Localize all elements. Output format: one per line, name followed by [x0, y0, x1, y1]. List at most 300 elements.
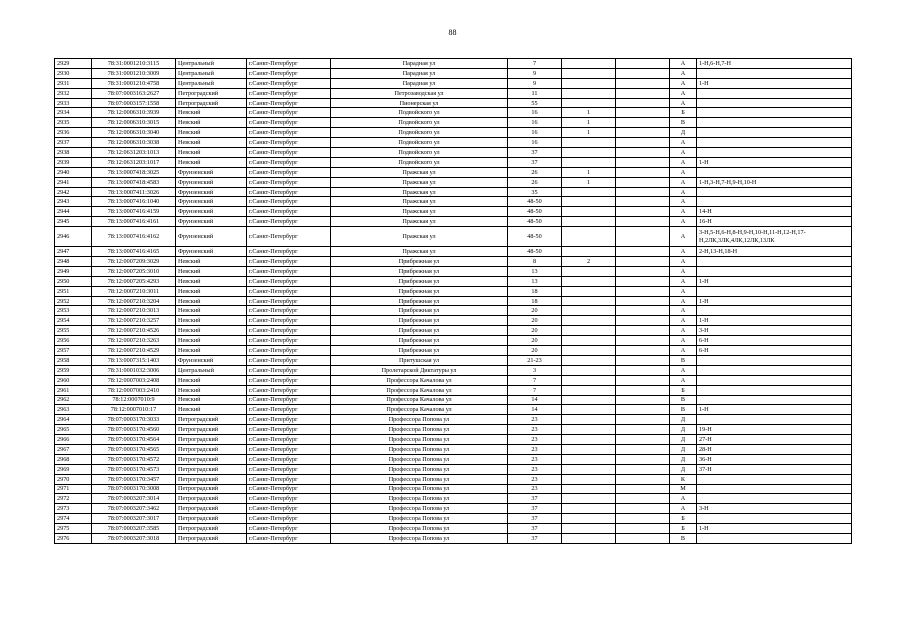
city-cell: г.Санкт-Петербург: [247, 148, 331, 158]
letter-cell: Д: [670, 435, 697, 445]
cadastral-number-cell: 78:07:0003163:2627: [92, 88, 176, 98]
row-number-cell: 2969: [55, 464, 92, 474]
table-row: [55, 157, 852, 167]
street-cell: Прибрежная ул: [331, 306, 508, 316]
premises-cell: 36-Н: [697, 454, 852, 464]
street-cell: Прибрежная ул: [331, 346, 508, 356]
city-cell: г.Санкт-Петербург: [247, 395, 331, 405]
premises-cell: 27-Н: [697, 435, 852, 445]
street-cell: Прибрежная ул: [331, 257, 508, 267]
letter-cell: А: [670, 187, 697, 197]
letter-cell: А: [670, 227, 697, 247]
table-row: [55, 286, 852, 296]
city-cell: г.Санкт-Петербург: [247, 266, 331, 276]
city-cell: г.Санкт-Петербург: [247, 425, 331, 435]
cadastral-number-cell: 78:13:0007416:1040: [92, 197, 176, 207]
table-row: [55, 316, 852, 326]
row-number-cell: 2961: [55, 385, 92, 395]
street-cell: Профессора Качалова ул: [331, 405, 508, 415]
building-cell: [562, 138, 616, 148]
district-cell: Фрунзенский: [176, 207, 247, 217]
premises-cell: [697, 365, 852, 375]
letter-extra-cell: [616, 148, 670, 158]
letter-extra-cell: [616, 266, 670, 276]
cadastral-number-cell: 78:07:0003207:3462: [92, 504, 176, 514]
letter-extra-cell: [616, 276, 670, 286]
district-cell: Центральный: [176, 365, 247, 375]
house-cell: 11: [508, 88, 562, 98]
letter-extra-cell: [616, 88, 670, 98]
cadastral-number-cell: 78:07:0003207:3017: [92, 514, 176, 524]
row-number-cell: 2954: [55, 316, 92, 326]
city-cell: г.Санкт-Петербург: [247, 59, 331, 69]
premises-cell: 2-Н,13-Н,18-Н: [697, 247, 852, 257]
row-number-cell: 2973: [55, 504, 92, 514]
letter-extra-cell: [616, 227, 670, 247]
table-row: [55, 138, 852, 148]
cadastral-number-cell: 78:12:0006310:3015: [92, 118, 176, 128]
street-cell: Подвойского ул: [331, 128, 508, 138]
city-cell: г.Санкт-Петербург: [247, 494, 331, 504]
street-cell: Профессора Попова ул: [331, 474, 508, 484]
table-row: [55, 118, 852, 128]
premises-cell: [697, 68, 852, 78]
building-cell: [562, 504, 616, 514]
letter-cell: А: [670, 306, 697, 316]
premises-cell: 3-Н: [697, 326, 852, 336]
letter-cell: А: [670, 346, 697, 356]
table-row: [55, 128, 852, 138]
house-cell: 48-50: [508, 227, 562, 247]
premises-cell: 14-Н: [697, 207, 852, 217]
building-cell: [562, 425, 616, 435]
premises-cell: [697, 533, 852, 543]
letter-extra-cell: [616, 454, 670, 464]
city-cell: г.Санкт-Петербург: [247, 118, 331, 128]
premises-cell: 19-Н: [697, 425, 852, 435]
premises-cell: [697, 474, 852, 484]
district-cell: Петроградский: [176, 514, 247, 524]
letter-extra-cell: [616, 336, 670, 346]
letter-cell: Д: [670, 454, 697, 464]
letter-extra-cell: [616, 177, 670, 187]
letter-cell: А: [670, 296, 697, 306]
cadastral-number-cell: 78:31:0001032:3006: [92, 365, 176, 375]
district-cell: Невский: [176, 336, 247, 346]
building-cell: [562, 296, 616, 306]
table-row: [55, 78, 852, 88]
cadastral-number-cell: 78:12:0007205:4293: [92, 276, 176, 286]
letter-extra-cell: [616, 514, 670, 524]
premises-cell: [697, 98, 852, 108]
street-cell: Профессора Попова ул: [331, 484, 508, 494]
letter-cell: Д: [670, 415, 697, 425]
district-cell: Петроградский: [176, 484, 247, 494]
house-cell: 37: [508, 504, 562, 514]
table-row: [55, 435, 852, 445]
district-cell: Невский: [176, 128, 247, 138]
city-cell: г.Санкт-Петербург: [247, 474, 331, 484]
building-cell: [562, 286, 616, 296]
cadastral-number-cell: 78:12:0631203:1013: [92, 148, 176, 158]
letter-cell: А: [670, 197, 697, 207]
cadastral-number-cell: 78:12:0007010:17: [92, 405, 176, 415]
district-cell: Невский: [176, 395, 247, 405]
building-cell: [562, 375, 616, 385]
district-cell: Невский: [176, 276, 247, 286]
district-cell: Невский: [176, 326, 247, 336]
row-number-cell: 2975: [55, 524, 92, 534]
row-number-cell: 2938: [55, 148, 92, 158]
table-row: [55, 395, 852, 405]
table-row: [55, 346, 852, 356]
city-cell: г.Санкт-Петербург: [247, 286, 331, 296]
building-cell: [562, 524, 616, 534]
table-row: [55, 524, 852, 534]
house-cell: 13: [508, 266, 562, 276]
premises-cell: [697, 138, 852, 148]
cadastral-number-cell: 78:07:0003170:4572: [92, 454, 176, 464]
table-row: [55, 187, 852, 197]
letter-cell: В: [670, 395, 697, 405]
house-cell: 35: [508, 187, 562, 197]
district-cell: Петроградский: [176, 454, 247, 464]
cadastral-number-cell: 78:07:0003170:4560: [92, 425, 176, 435]
premises-cell: [697, 306, 852, 316]
cadastral-number-cell: 78:07:0003157:1558: [92, 98, 176, 108]
district-cell: Петроградский: [176, 444, 247, 454]
letter-extra-cell: [616, 59, 670, 69]
street-cell: Прибрежная ул: [331, 276, 508, 286]
row-number-cell: 2949: [55, 266, 92, 276]
house-cell: 37: [508, 524, 562, 534]
row-number-cell: 2946: [55, 227, 92, 247]
row-number-cell: 2958: [55, 355, 92, 365]
letter-cell: Д: [670, 128, 697, 138]
street-cell: Парадная ул: [331, 78, 508, 88]
building-cell: [562, 336, 616, 346]
house-cell: 7: [508, 59, 562, 69]
letter-extra-cell: [616, 464, 670, 474]
letter-cell: В: [670, 355, 697, 365]
street-cell: Профессора Попова ул: [331, 435, 508, 445]
cadastral-number-cell: 78:12:0007210:3013: [92, 306, 176, 316]
premises-cell: [697, 88, 852, 98]
letter-extra-cell: [616, 425, 670, 435]
table-row: [55, 88, 852, 98]
city-cell: г.Санкт-Петербург: [247, 68, 331, 78]
district-cell: Центральный: [176, 78, 247, 88]
letter-extra-cell: [616, 108, 670, 118]
house-cell: 7: [508, 375, 562, 385]
cadastral-number-cell: 78:12:0007210:4529: [92, 346, 176, 356]
cadastral-number-cell: 78:13:0007418:3025: [92, 167, 176, 177]
premises-cell: [697, 385, 852, 395]
district-cell: Петроградский: [176, 474, 247, 484]
district-cell: Невский: [176, 346, 247, 356]
row-number-cell: 2955: [55, 326, 92, 336]
cadastral-number-cell: 78:12:0006310:3939: [92, 108, 176, 118]
district-cell: Фрунзенский: [176, 355, 247, 365]
letter-extra-cell: [616, 98, 670, 108]
letter-extra-cell: [616, 128, 670, 138]
street-cell: Профессора Попова ул: [331, 494, 508, 504]
city-cell: г.Санкт-Петербург: [247, 217, 331, 227]
house-cell: 3: [508, 365, 562, 375]
building-cell: [562, 405, 616, 415]
table-row: [55, 405, 852, 415]
city-cell: г.Санкт-Петербург: [247, 504, 331, 514]
row-number-cell: 2967: [55, 444, 92, 454]
row-number-cell: 2937: [55, 138, 92, 148]
city-cell: г.Санкт-Петербург: [247, 355, 331, 365]
row-number-cell: 2959: [55, 365, 92, 375]
cadastral-number-cell: 78:31:0001210:4758: [92, 78, 176, 88]
premises-cell: 6-Н: [697, 346, 852, 356]
premises-cell: 1-Н,3-Н,7-Н,9-Н,10-Н: [697, 177, 852, 187]
building-cell: [562, 316, 616, 326]
letter-cell: Б: [670, 524, 697, 534]
district-cell: Фрунзенский: [176, 217, 247, 227]
cadastral-number-cell: 78:07:0003207:3585: [92, 524, 176, 534]
house-cell: 48-50: [508, 247, 562, 257]
table-row: [55, 59, 852, 69]
letter-extra-cell: [616, 346, 670, 356]
cadastral-number-cell: 78:07:0003170:4573: [92, 464, 176, 474]
street-cell: Пражская ул: [331, 227, 508, 247]
district-cell: Невский: [176, 296, 247, 306]
house-cell: 16: [508, 128, 562, 138]
table-row: [55, 326, 852, 336]
letter-extra-cell: [616, 138, 670, 148]
street-cell: Прибрежная ул: [331, 286, 508, 296]
house-cell: 37: [508, 157, 562, 167]
district-cell: Невский: [176, 157, 247, 167]
house-cell: 26: [508, 167, 562, 177]
table-row: [55, 247, 852, 257]
house-cell: 55: [508, 98, 562, 108]
letter-extra-cell: [616, 286, 670, 296]
letter-extra-cell: [616, 415, 670, 425]
building-cell: [562, 197, 616, 207]
row-number-cell: 2960: [55, 375, 92, 385]
premises-cell: [697, 167, 852, 177]
building-cell: 2: [562, 257, 616, 267]
table-row: [55, 355, 852, 365]
building-cell: [562, 365, 616, 375]
row-number-cell: 2947: [55, 247, 92, 257]
cadastral-number-cell: 78:12:0007210:4526: [92, 326, 176, 336]
table-row: [55, 266, 852, 276]
table-row: [55, 177, 852, 187]
street-cell: Профессора Попова ул: [331, 464, 508, 474]
building-cell: [562, 266, 616, 276]
city-cell: г.Санкт-Петербург: [247, 207, 331, 217]
street-cell: Прибрежная ул: [331, 336, 508, 346]
city-cell: г.Санкт-Петербург: [247, 88, 331, 98]
house-cell: 37: [508, 533, 562, 543]
city-cell: г.Санкт-Петербург: [247, 316, 331, 326]
letter-cell: А: [670, 148, 697, 158]
building-cell: [562, 346, 616, 356]
letter-cell: А: [670, 276, 697, 286]
district-cell: Фрунзенский: [176, 247, 247, 257]
row-number-cell: 2971: [55, 484, 92, 494]
letter-cell: А: [670, 88, 697, 98]
letter-extra-cell: [616, 435, 670, 445]
premises-cell: [697, 266, 852, 276]
row-number-cell: 2948: [55, 257, 92, 267]
table-row: [55, 148, 852, 158]
table-row: [55, 375, 852, 385]
letter-extra-cell: [616, 296, 670, 306]
letter-extra-cell: [616, 375, 670, 385]
letter-cell: Д: [670, 464, 697, 474]
letter-extra-cell: [616, 385, 670, 395]
row-number-cell: 2934: [55, 108, 92, 118]
house-cell: 23: [508, 474, 562, 484]
row-number-cell: 2929: [55, 59, 92, 69]
house-cell: 7: [508, 385, 562, 395]
street-cell: Профессора Попова ул: [331, 454, 508, 464]
city-cell: г.Санкт-Петербург: [247, 346, 331, 356]
district-cell: Невский: [176, 108, 247, 118]
table-row: [55, 484, 852, 494]
street-cell: Прибрежная ул: [331, 296, 508, 306]
city-cell: г.Санкт-Петербург: [247, 336, 331, 346]
building-cell: [562, 484, 616, 494]
table-row: [55, 415, 852, 425]
house-cell: 37: [508, 514, 562, 524]
letter-extra-cell: [616, 524, 670, 534]
cadastral-number-cell: 78:07:0003207:3018: [92, 533, 176, 543]
street-cell: Прибрежная ул: [331, 266, 508, 276]
house-cell: 23: [508, 464, 562, 474]
table-row: [55, 464, 852, 474]
city-cell: г.Санкт-Петербург: [247, 98, 331, 108]
letter-cell: А: [670, 247, 697, 257]
house-cell: 18: [508, 286, 562, 296]
table-row: [55, 444, 852, 454]
city-cell: г.Санкт-Петербург: [247, 276, 331, 286]
city-cell: г.Санкт-Петербург: [247, 108, 331, 118]
street-cell: Профессора Качалова ул: [331, 395, 508, 405]
table-body: [55, 59, 852, 544]
row-number-cell: 2966: [55, 435, 92, 445]
street-cell: Профессора Попова ул: [331, 514, 508, 524]
building-cell: [562, 385, 616, 395]
row-number-cell: 2933: [55, 98, 92, 108]
table-row: [55, 197, 852, 207]
district-cell: Петроградский: [176, 494, 247, 504]
row-number-cell: 2950: [55, 276, 92, 286]
city-cell: г.Санкт-Петербург: [247, 484, 331, 494]
letter-cell: К: [670, 474, 697, 484]
premises-cell: [697, 108, 852, 118]
house-cell: 20: [508, 346, 562, 356]
house-cell: 23: [508, 444, 562, 454]
cadastral-number-cell: 78:12:0007210:3263: [92, 336, 176, 346]
city-cell: г.Санкт-Петербург: [247, 157, 331, 167]
building-cell: [562, 415, 616, 425]
building-cell: [562, 207, 616, 217]
letter-cell: В: [670, 405, 697, 415]
city-cell: г.Санкт-Петербург: [247, 227, 331, 247]
district-cell: Петроградский: [176, 98, 247, 108]
premises-cell: [697, 286, 852, 296]
row-number-cell: 2944: [55, 207, 92, 217]
premises-cell: 28-Н: [697, 444, 852, 454]
table-row: [55, 167, 852, 177]
cadastral-number-cell: 78:07:0003207:3014: [92, 494, 176, 504]
letter-extra-cell: [616, 118, 670, 128]
table-row: [55, 514, 852, 524]
premises-cell: [697, 118, 852, 128]
row-number-cell: 2972: [55, 494, 92, 504]
table-row: [55, 474, 852, 484]
house-cell: 9: [508, 78, 562, 88]
cadastral-number-cell: 78:07:0003170:3008: [92, 484, 176, 494]
premises-cell: 1-Н: [697, 78, 852, 88]
district-cell: Фрунзенский: [176, 227, 247, 247]
letter-cell: М: [670, 484, 697, 494]
letter-cell: А: [670, 138, 697, 148]
street-cell: Пражская ул: [331, 187, 508, 197]
letter-extra-cell: [616, 78, 670, 88]
house-cell: 26: [508, 177, 562, 187]
district-cell: Петроградский: [176, 435, 247, 445]
city-cell: г.Санкт-Петербург: [247, 128, 331, 138]
letter-extra-cell: [616, 167, 670, 177]
street-cell: Пролетарской Диктатуры ул: [331, 365, 508, 375]
cadastral-number-cell: 78:12:0631203:1017: [92, 157, 176, 167]
letter-cell: В: [670, 533, 697, 543]
district-cell: Фрунзенский: [176, 187, 247, 197]
row-number-cell: 2968: [55, 454, 92, 464]
house-cell: 23: [508, 484, 562, 494]
letter-extra-cell: [616, 533, 670, 543]
building-cell: [562, 157, 616, 167]
house-cell: 48-50: [508, 197, 562, 207]
letter-extra-cell: [616, 316, 670, 326]
cadastral-number-cell: 78:12:0007210:3011: [92, 286, 176, 296]
building-cell: [562, 533, 616, 543]
letter-extra-cell: [616, 494, 670, 504]
letter-cell: Б: [670, 514, 697, 524]
premises-cell: 1-Н: [697, 157, 852, 167]
street-cell: Пражская ул: [331, 177, 508, 187]
city-cell: г.Санкт-Петербург: [247, 177, 331, 187]
table-row: [55, 306, 852, 316]
building-cell: 1: [562, 108, 616, 118]
house-cell: 48-50: [508, 207, 562, 217]
premises-cell: 1-Н: [697, 316, 852, 326]
premises-cell: [697, 128, 852, 138]
district-cell: Петроградский: [176, 533, 247, 543]
letter-cell: А: [670, 494, 697, 504]
district-cell: Невский: [176, 306, 247, 316]
page-number: 88: [448, 28, 457, 37]
city-cell: г.Санкт-Петербург: [247, 167, 331, 177]
street-cell: Прибрежная ул: [331, 316, 508, 326]
cadastral-number-cell: 78:31:0001210:3009: [92, 68, 176, 78]
city-cell: г.Санкт-Петербург: [247, 533, 331, 543]
building-cell: [562, 464, 616, 474]
letter-cell: А: [670, 68, 697, 78]
letter-extra-cell: [616, 484, 670, 494]
street-cell: Подвойского ул: [331, 118, 508, 128]
house-cell: 20: [508, 326, 562, 336]
